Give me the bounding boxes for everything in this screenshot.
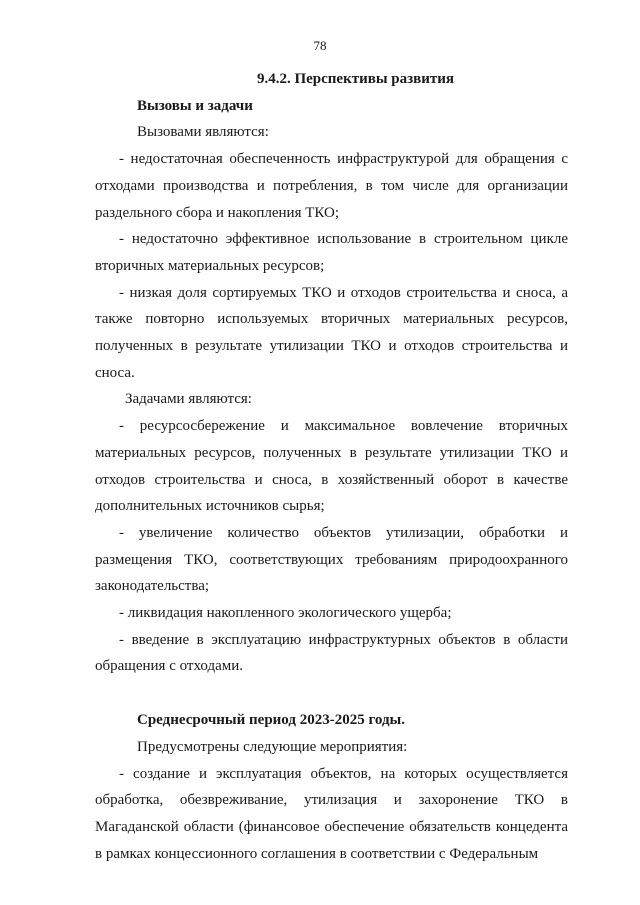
challenges-heading: Вызовы и задачи xyxy=(137,97,253,114)
tasks-intro: Задачами являются: xyxy=(125,391,252,408)
challenges-intro: Вызовами являются: xyxy=(137,124,269,141)
medium-term-intro: Предусмотрены следующие мероприятия: xyxy=(137,738,408,755)
task-item: - ликвидация накопленного экологического ущерба; xyxy=(119,605,452,622)
task-item: - увеличение количество объектов утилизации, обработки и размещения ТКО, соответствующих требованиям природоохранного законодательства; xyxy=(95,524,568,595)
medium-term-item: - создание и эксплуатация объектов, на которых осуществляется обработка, обезвреживание, утилизация и захоронение ТКО в Магаданской области (финансовое обеспечение обязательств концедента в рамках концессионного соглашения в соответствии с Федеральным xyxy=(95,765,568,862)
section-gap xyxy=(95,680,568,707)
section-title: 9.4.2. Перспективы развития xyxy=(256,71,455,87)
challenge-item: - недостаточно эффективное использование в строительном цикле вторичных материальных ресурсов; xyxy=(95,231,568,274)
document-body xyxy=(95,66,568,867)
task-item: - ресурсосбережение и максимальное вовлечение вторичных материальных ресурсов, полученных в результате утилизации ТКО и отходов строительства и сноса, в хозяйственный оборот в качестве дополнительных источников сырья; xyxy=(95,418,568,515)
challenge-item: - низкая доля сортируемых ТКО и отходов строительства и сноса, а также повторно используемых вторичных материальных ресурсов, полученных в результате утилизации ТКО и отходов строительства и сноса. xyxy=(95,284,568,381)
challenge-item: - недостаточная обеспеченность инфраструктурой для обращения с отходами производства и потребления, в том числе для организации раздельного сбора и накопления ТКО; xyxy=(95,151,568,221)
medium-term-heading: Среднесрочный период 2023-2025 годы. xyxy=(137,712,406,729)
page-number: 78 xyxy=(313,38,327,53)
task-item: - введение в эксплуатацию инфраструктурных объектов в области обращения с отходами. xyxy=(95,631,568,675)
